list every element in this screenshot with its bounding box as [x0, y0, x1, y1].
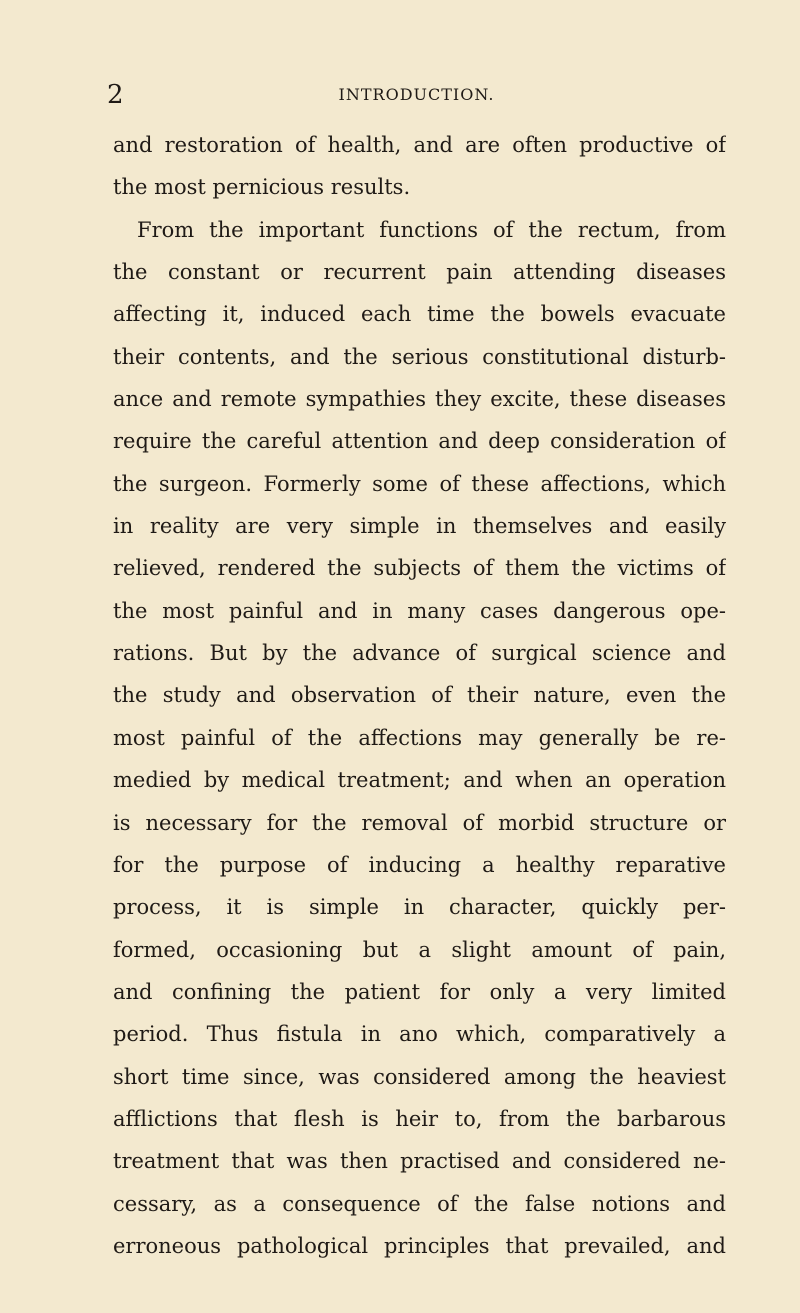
text-line: the most pernicious results. [113, 175, 411, 200]
text-line: process, it is simple in character, quickly per- [113, 895, 726, 920]
running-head: INTRODUCTION. [338, 85, 495, 104]
text-line: relieved, rendered the subjects of them the victims of [113, 556, 726, 581]
text-line: medied by medical treatment; and when an operation [113, 768, 726, 793]
text-line: rations. But by the advance of surgical science and [113, 641, 726, 666]
text-line: require the careful attention and deep consideration of [113, 429, 726, 454]
body-text [113, 124, 726, 1267]
page-header [107, 80, 726, 112]
text-line: and restoration of health, and are often productive of [113, 133, 726, 157]
text-line: is necessary for the removal of morbid structure or [113, 810, 726, 835]
text-line: afflictions that flesh is heir to, from the barbarous [113, 1106, 726, 1131]
text-line: the most painful and in many cases dangerous ope- [113, 598, 726, 623]
text-line: ance and remote sympathies they excite, these diseases [113, 387, 726, 412]
text-line: and confining the patient for only a very limited [113, 979, 726, 1004]
text-line: cessary, as a consequence of the false notions and [113, 1191, 726, 1216]
text-line: period. Thus fistula in ano which, comparatively a [113, 1022, 726, 1047]
text-line: erroneous pathological principles that prevailed, and [113, 1233, 726, 1258]
text-line: short time since, was considered among the heaviest [113, 1064, 726, 1089]
text-line: the surgeon. Formerly some of these affections, which [113, 471, 726, 496]
text-line: formed, occasioning but a slight amount of pain, [113, 937, 726, 962]
text-line: most painful of the affections may generally be re- [113, 725, 726, 750]
text-line: for the purpose of inducing a healthy reparative [113, 852, 726, 877]
text-line: their contents, and the serious constitutional disturb- [113, 344, 726, 369]
text-line: treatment that was then practised and considered ne- [113, 1149, 726, 1174]
text-line: From the important functions of the rectum, from [137, 217, 726, 242]
text-line: the constant or recurrent pain attending diseases [113, 260, 726, 285]
text-line: in reality are very simple in themselves and easily [113, 514, 726, 539]
text-line: affecting it, induced each time the bowels evacuate [113, 302, 726, 327]
page-number: 2 [107, 80, 124, 110]
text-line: the study and observation of their nature, even the [113, 683, 726, 708]
